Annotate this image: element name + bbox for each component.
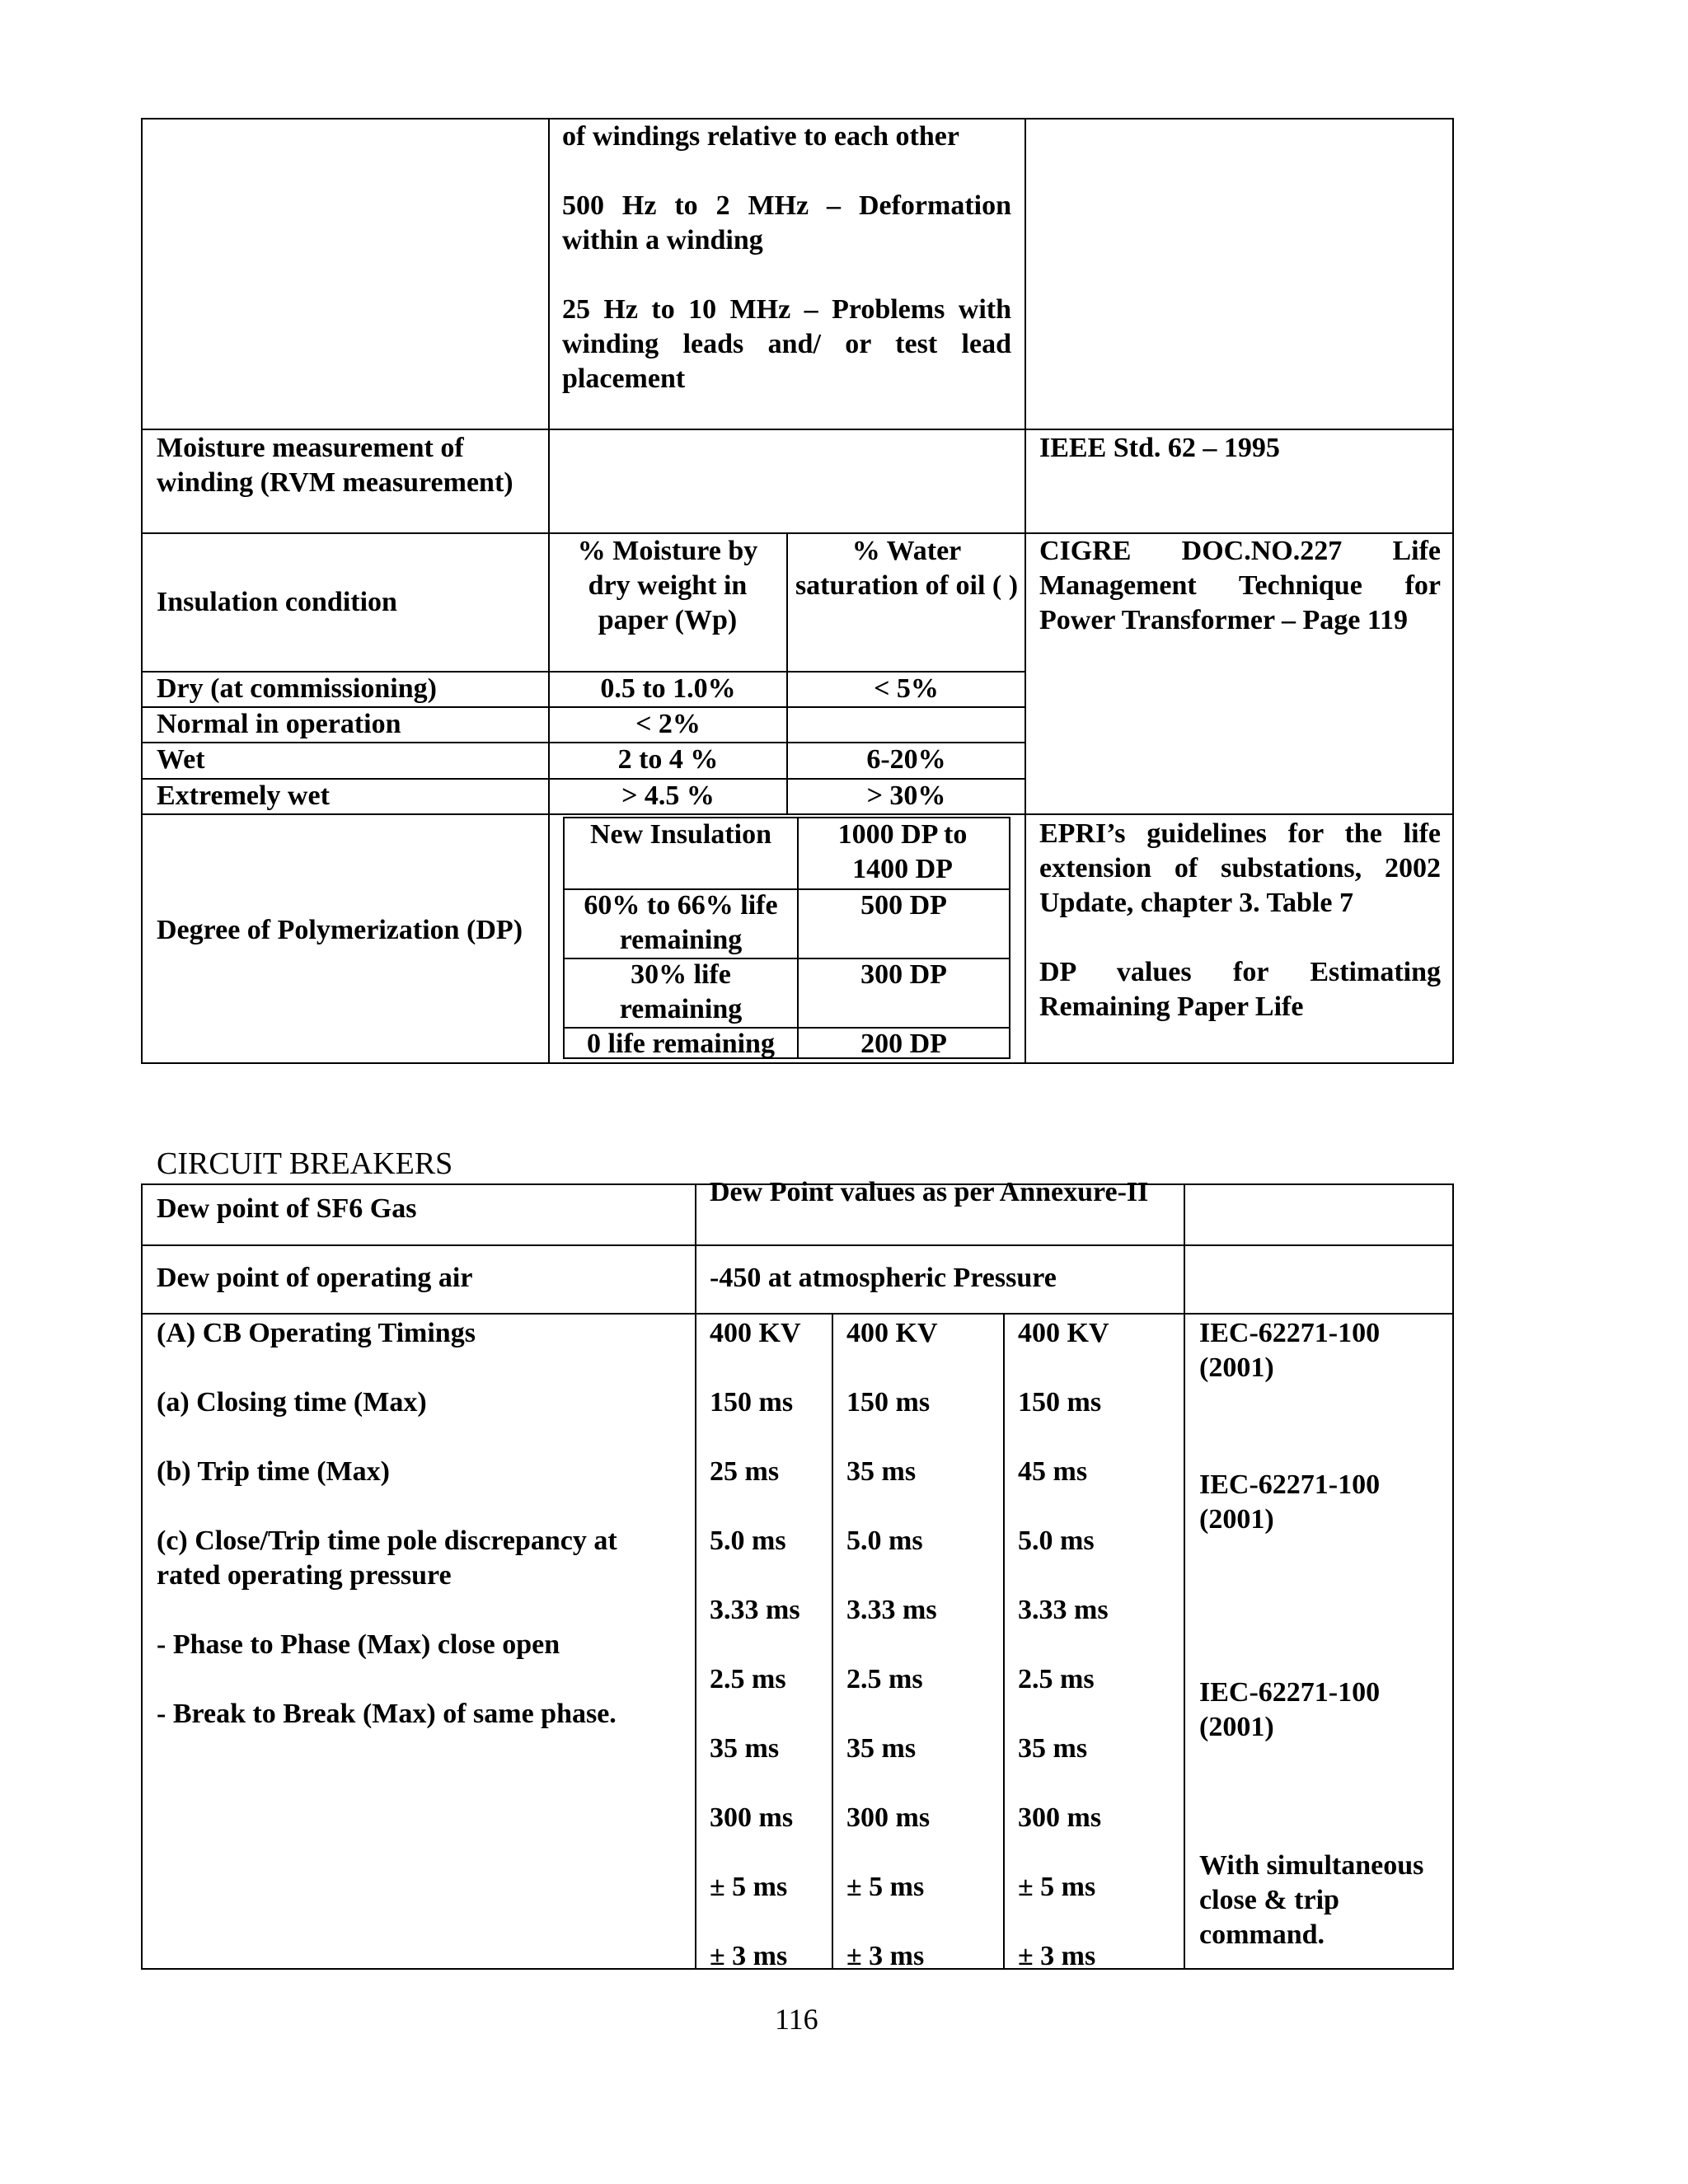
timing-value: 300 ms: [1018, 1802, 1102, 1833]
winding-frequency-notes: [562, 120, 1011, 396]
timing-label-closing: (a) Closing time (Max): [157, 1387, 427, 1418]
moisture-condition-normal: Normal in operation: [157, 709, 401, 739]
note-line-3: 25 Hz to 10 MHz – Problems with winding leads and/ or test lead placement: [562, 294, 1011, 394]
timing-value: 150 ms: [1018, 1387, 1102, 1418]
cigre-reference: CIGRE DOC.NO.227 Life Management Technique for Power Transformer – Page 119: [1039, 536, 1441, 635]
timing-label-a: (A) CB Operating Timings: [157, 1318, 476, 1348]
oil-saturation-header: % Water saturation of oil ( ): [795, 536, 1019, 601]
dp-value-30: 300 DP: [860, 959, 947, 990]
moisture-wp-extremely-wet: > 4.5 %: [621, 780, 715, 811]
timing-value: ± 3 ms: [1018, 1941, 1096, 1971]
timing-value: 3.33 ms: [710, 1595, 800, 1625]
iec-ref-3: IEC-62271-100 (2001): [1199, 1677, 1381, 1742]
insulation-condition-label: Insulation condition: [157, 587, 397, 617]
page-number: 116: [775, 2003, 818, 2036]
timing-value: 2.5 ms: [846, 1664, 923, 1694]
timing-value: 25 ms: [710, 1456, 780, 1487]
simultaneous-note: With simultaneous close & trip command.: [1199, 1850, 1424, 1950]
timing-labels: [157, 1316, 684, 1732]
air-value: -450 at atmospheric Pressure: [710, 1263, 1057, 1293]
rvm-label: Moisture measurement of winding (RVM measurement): [157, 433, 513, 498]
timing-value: ± 5 ms: [846, 1872, 925, 1902]
timing-value: 2.5 ms: [710, 1664, 786, 1694]
moisture-condition-wet: Wet: [157, 744, 205, 775]
timing-value: ± 5 ms: [1018, 1872, 1096, 1902]
timing-value: 5.0 ms: [1018, 1526, 1095, 1556]
timing-value: ± 5 ms: [710, 1872, 788, 1902]
timing-value: 35 ms: [846, 1456, 917, 1487]
timing-label-trip: (b) Trip time (Max): [157, 1456, 390, 1487]
dp-value-60: 500 DP: [860, 890, 947, 921]
dp-state-60: 60% to 66% life remaining: [584, 890, 778, 955]
timing-value: ± 3 ms: [846, 1941, 925, 1971]
moisture-condition-dry: Dry (at commissioning): [157, 673, 437, 704]
sf6-value: Dew Point values as per Annexure-II: [710, 1177, 1149, 1207]
dp-state-30: 30% life remaining: [619, 959, 743, 1024]
timing-label-phase: - Phase to Phase (Max) close open: [157, 1629, 560, 1660]
moisture-wp-normal: < 2%: [635, 709, 701, 739]
moisture-wp-header: % Moisture by dry weight in paper (Wp): [577, 536, 758, 635]
moisture-oil-extremely-wet: > 30%: [866, 780, 946, 811]
moisture-condition-extremely-wet: Extremely wet: [157, 780, 330, 811]
timing-value: 300 ms: [710, 1802, 794, 1833]
timing-value: 5.0 ms: [710, 1526, 786, 1556]
moisture-wp-wet: 2 to 4 %: [617, 744, 719, 775]
note-line-1: of windings relative to each other: [562, 121, 959, 152]
dp-state-new: New Insulation: [589, 819, 772, 850]
sf6-label: Dew point of SF6 Gas: [157, 1193, 417, 1224]
timing-value: 35 ms: [1018, 1733, 1088, 1764]
timing-value: 150 ms: [710, 1387, 794, 1418]
timing-value: 45 ms: [1018, 1456, 1088, 1487]
dp-value-new: 1000 DP to 1400 DP: [837, 819, 968, 884]
epri-reference: EPRI’s guidelines for the life extension of substations, 2002 Update, chapter 3. Table 7: [1039, 818, 1441, 918]
dp-label: Degree of Polymerization (DP): [157, 915, 523, 945]
timing-label-break: - Break to Break (Max) of same phase.: [157, 1699, 617, 1729]
iec-ref-2: IEC-62271-100 (2001): [1199, 1469, 1381, 1535]
timing-value: 400 KV: [846, 1318, 938, 1348]
timing-value: 400 KV: [1018, 1318, 1109, 1348]
note-line-2: 500 Hz to 2 MHz – Deformation within a winding: [562, 190, 1011, 255]
timing-value: 35 ms: [710, 1733, 780, 1764]
timing-label-discrepancy: (c) Close/Trip time pole discrepancy at rated operating pressure: [157, 1526, 617, 1591]
dp-value-0: 200 DP: [860, 1029, 947, 1059]
timing-value: 3.33 ms: [846, 1595, 937, 1625]
timing-value: 35 ms: [846, 1733, 917, 1764]
rvm-reference: IEEE Std. 62 – 1995: [1039, 433, 1280, 463]
timing-value: 150 ms: [846, 1387, 931, 1418]
timing-value: ± 3 ms: [710, 1941, 788, 1971]
section-heading: CIRCUIT BREAKERS: [157, 1146, 453, 1181]
timing-value: 3.33 ms: [1018, 1595, 1109, 1625]
timing-value: 5.0 ms: [846, 1526, 923, 1556]
timing-value: 2.5 ms: [1018, 1664, 1095, 1694]
iec-ref-1: IEC-62271-100 (2001): [1199, 1318, 1381, 1383]
moisture-oil-wet: 6-20%: [866, 744, 946, 775]
air-label: Dew point of operating air: [157, 1263, 473, 1293]
timing-value: 400 KV: [710, 1318, 801, 1348]
dp-state-0: 0 life remaining: [587, 1029, 775, 1059]
moisture-oil-dry: < 5%: [874, 673, 939, 704]
moisture-wp-dry: 0.5 to 1.0%: [600, 673, 736, 704]
timing-value: 300 ms: [846, 1802, 931, 1833]
dp-values-reference: DP values for Estimating Remaining Paper Life: [1039, 957, 1441, 1022]
